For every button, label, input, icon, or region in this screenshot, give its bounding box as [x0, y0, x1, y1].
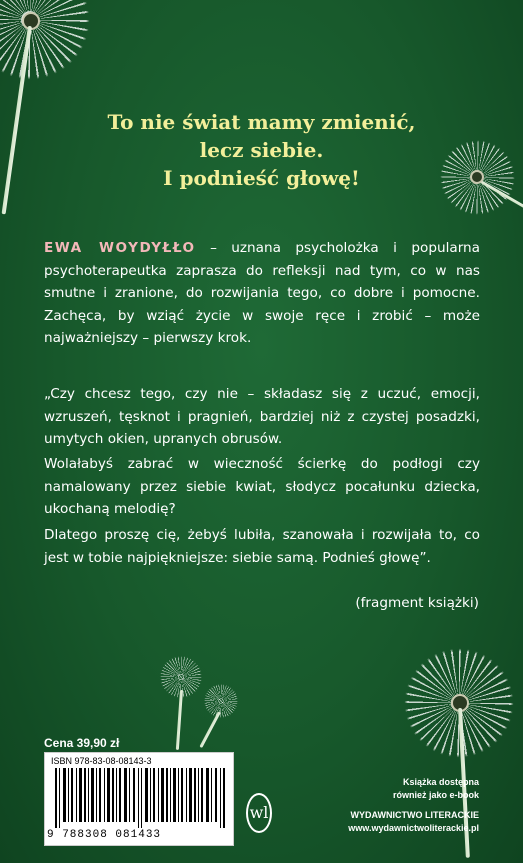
quote-paragraph-1: „Czy chcesz tego, czy nie – składasz się z uczuć, emocji, wzruszeń, tęsknot i pragnień, bardziej niż z czystej posadzki, umytych okien, upranych obrusów.	[44, 386, 480, 447]
barcode-bars	[55, 768, 225, 828]
dandelion-stem	[199, 711, 220, 748]
publisher-info	[348, 809, 479, 835]
tagline-line-1: To nie świat mamy zmienić,	[107, 110, 416, 134]
barcode-number: 9 788308 081433	[47, 829, 162, 841]
publisher-url: www.wydawnictwoliterackie.pl	[348, 823, 479, 833]
dandelion-top-left	[0, 0, 90, 80]
dandelion-stem	[176, 690, 183, 750]
ebook-info	[393, 776, 479, 802]
quote-paragraph-3: Dlatego proszę cię, żebyś lubiła, szanowała i rozwijała to, co jest w tobie najpiękniejsze: siebie samą. Podnieś głowę”.	[44, 527, 480, 566]
author-name: EWA WOYDYŁŁO	[44, 240, 196, 256]
quote-paragraph-2: Wolałabyś zabrać w wieczność ścierkę do podłogi czy namalowany przez siebie kwiat, słodycz pocałunku dziecka, ukochaną melodię?	[44, 456, 480, 517]
barcode	[44, 752, 234, 846]
publisher-logo-icon: wl	[246, 793, 272, 833]
dandelion-bottom-small-2	[204, 684, 238, 718]
intro-paragraph	[44, 237, 480, 350]
ebook-line-2: również jako e-book	[392, 790, 479, 800]
tagline-line-3: I podnieść głowę!	[163, 166, 360, 190]
ebook-line-1: Książka dostępna	[402, 777, 479, 787]
isbn-label: ISBN 978-83-08-08143-3	[51, 756, 152, 766]
tagline-line-2: lecz siebie.	[199, 138, 324, 162]
quote-source: (fragment książki)	[355, 595, 479, 611]
intro-text: – uznana psycholożka i popularna psychoterapeutka zaprasza do refleksji nad tym, co w nas smutne i zranione, do rozwijania tego, co dobre i pomocne. Zachęca, by wziąć życie w swoje ręce i zrobić – może najważniejszy – pierwszy krok.	[44, 240, 480, 346]
publisher-name: WYDAWNICTWO LITERACKIE	[350, 810, 479, 820]
tagline	[0, 108, 523, 192]
price: Cena 39,90 zł	[44, 736, 120, 750]
